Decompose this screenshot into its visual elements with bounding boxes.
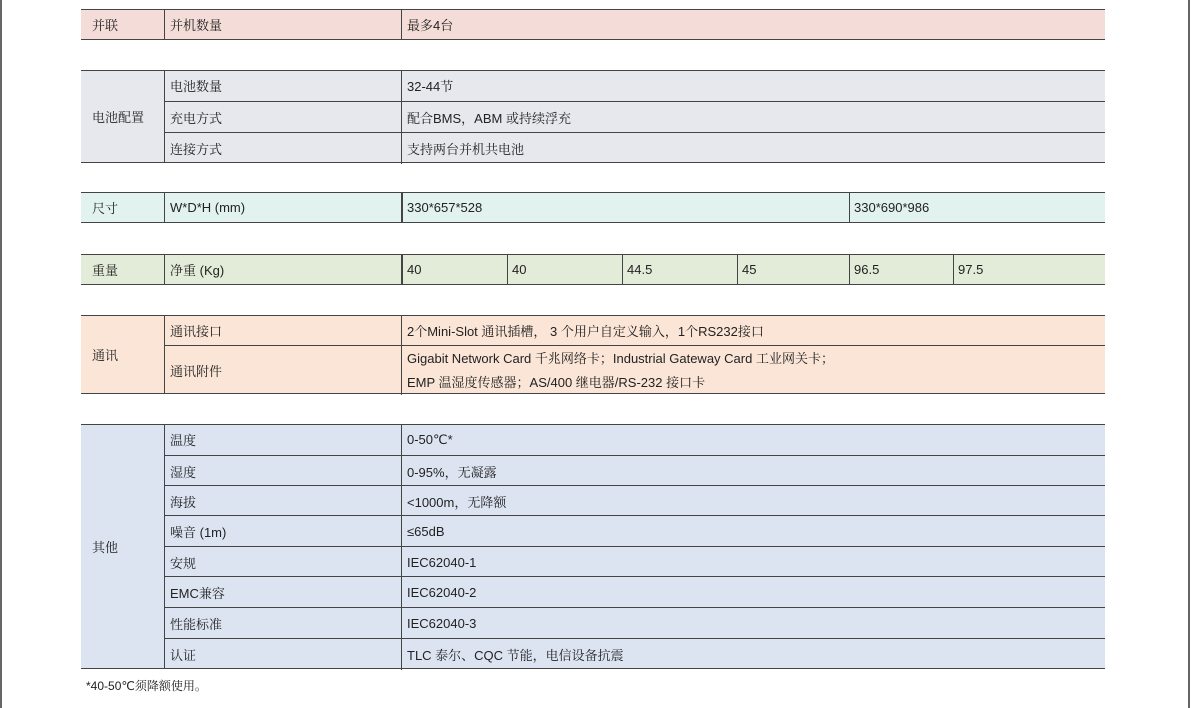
table-row: [165, 254, 1105, 285]
table-row: [165, 101, 1105, 133]
row-value-line-1: Gigabit Network Card 千兆网络卡；Industrial Gateway Card 工业网关卡；: [407, 350, 834, 366]
row-label: 海拔: [165, 486, 402, 516]
row-value: 最多4台: [407, 18, 454, 33]
size-cell: 330*657*528: [402, 192, 849, 223]
weight-cell: 45: [737, 254, 849, 285]
row-label: 安规: [165, 547, 402, 577]
section-size: [81, 192, 1105, 223]
row-value: 0-50℃*: [407, 431, 453, 447]
weight-cell: 40: [507, 254, 622, 285]
row-value-line-2: EMP 温湿度传感器；AS/400 继电器/RS-232 接口卡: [407, 374, 706, 390]
row-value: <1000m，无降额: [407, 494, 507, 510]
section-parallel: [81, 9, 1105, 40]
section-header-parallel: 并联: [81, 9, 165, 40]
row-value: 支持两台并机共电池: [407, 142, 525, 157]
row-label: 连接方式: [165, 133, 402, 164]
section-weight: [81, 254, 1105, 285]
row-value: 0-95%，无凝露: [407, 464, 497, 480]
weight-cell: 40: [402, 254, 507, 285]
row-label: 湿度: [165, 456, 402, 486]
table-row: [165, 607, 1105, 639]
row-label: 通讯附件: [165, 346, 402, 395]
row-value: IEC62040-3: [407, 616, 477, 631]
row-value: ≤65dB: [407, 524, 445, 539]
row-label: 认证: [165, 639, 402, 670]
section-header-comm: 通讯: [81, 315, 165, 394]
table-row: [165, 132, 1105, 164]
row-label: 电池数量: [165, 70, 402, 101]
row-value: 配合BMS，ABM 或持续浮充: [407, 111, 571, 126]
row-label: 充电方式: [165, 102, 402, 133]
table-row: [165, 576, 1105, 608]
row-label: 净重 (Kg): [165, 254, 402, 285]
row-label: W*D*H (mm): [165, 192, 402, 223]
table-row: [165, 638, 1105, 670]
row-value: IEC62040-2: [407, 585, 477, 600]
table-row: [165, 424, 1105, 455]
row-value: TLC 泰尔、CQC 节能，电信设备抗震: [407, 648, 624, 663]
row-label: 并机数量: [165, 9, 402, 40]
weight-cell: 44.5: [622, 254, 737, 285]
section-header-other: 其他: [81, 424, 165, 669]
weight-cell: 96.5: [849, 254, 953, 285]
table-row: [165, 485, 1105, 516]
section-header-weight: 重量: [81, 254, 165, 285]
row-label: 噪音 (1m): [165, 516, 402, 547]
table-row: [165, 315, 1105, 345]
table-row: [165, 455, 1105, 486]
row-value: [402, 346, 1105, 395]
size-cell: 330*690*986: [849, 192, 1105, 223]
page-edge-right: [1188, 0, 1190, 708]
row-value: IEC62040-1: [407, 554, 477, 570]
section-battery: [81, 70, 1105, 163]
page-edge-left: [0, 0, 2, 708]
section-comm: [81, 315, 1105, 394]
table-row: [165, 515, 1105, 547]
section-header-size: 尺寸: [81, 192, 165, 223]
row-label: 通讯接口: [165, 315, 402, 345]
section-other: [81, 424, 1105, 669]
row-label: 温度: [165, 424, 402, 455]
weight-cell: 97.5: [953, 254, 1105, 285]
row-label: EMC兼容: [165, 577, 402, 608]
table-row: [165, 546, 1105, 577]
section-header-battery: 电池配置: [81, 70, 165, 163]
table-row: [165, 192, 1105, 223]
footnote: *40-50℃须降额使用。: [86, 679, 207, 693]
row-value: 32-44节: [407, 79, 454, 94]
row-value: 2个Mini-Slot 通讯插槽， 3 个用户自定义输入，1个RS232接口: [407, 323, 764, 339]
row-label: 性能标准: [165, 608, 402, 639]
table-row: [165, 345, 1105, 395]
table-row: [165, 9, 1105, 40]
table-row: [165, 70, 1105, 101]
